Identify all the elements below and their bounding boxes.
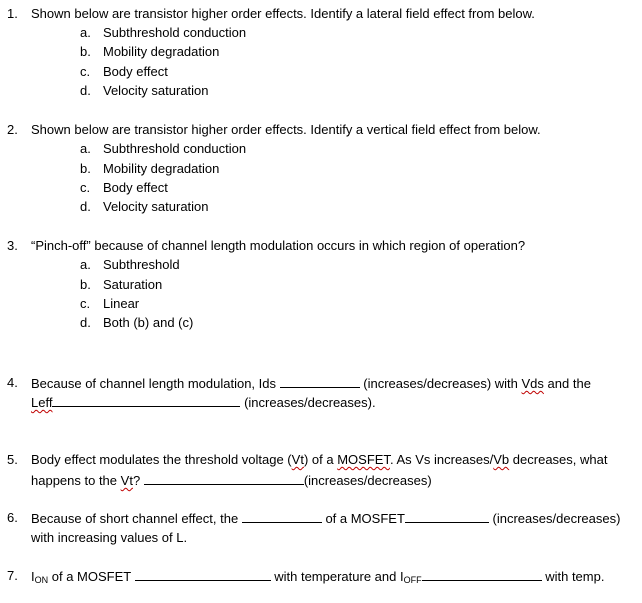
option-letter: a. [80, 25, 91, 40]
option-text: Both (b) and (c) [103, 315, 194, 330]
answer-blank[interactable] [144, 472, 304, 485]
option-text: Saturation [103, 277, 163, 292]
option-text: Mobility degradation [103, 161, 220, 176]
question-line-1 [31, 510, 620, 527]
question-text: Vds [521, 376, 544, 391]
question-text: Leff [31, 395, 53, 410]
question-text: “Pinch-off” because of channel length modulation occurs in which region of operation? [31, 238, 526, 253]
question-number: 5. [7, 452, 18, 467]
answer-blank[interactable] [405, 510, 489, 523]
answer-blank[interactable] [280, 375, 360, 388]
question-text: of a MOSFET [325, 511, 405, 526]
answer-blank[interactable] [52, 394, 240, 407]
question-line-1 [31, 452, 607, 468]
question-text: Vt [291, 452, 304, 467]
option-letter: b. [80, 277, 91, 292]
option-letter: c. [80, 296, 91, 311]
question-line-1 [31, 375, 591, 392]
question-text: Vb [493, 452, 510, 467]
question-text: (increases/decreases). [244, 395, 376, 410]
option-letter: a. [80, 257, 91, 272]
question-text: with increasing values of L. [31, 530, 188, 545]
option-text: Linear [103, 296, 140, 311]
option-text: Subthreshold conduction [103, 25, 247, 40]
question-text: Vt [120, 473, 133, 488]
option-text: Body effect [103, 180, 168, 195]
question-line-1 [31, 568, 604, 588]
question-number: 2. [7, 122, 18, 137]
question-text: Because of channel length modulation, Ids [31, 376, 277, 391]
option-letter: d. [80, 315, 91, 330]
question-text: (increases/decreases) with [363, 376, 518, 391]
subscript: ON [34, 575, 49, 585]
question-text: Body effect modulates the threshold voltage ( [31, 452, 292, 467]
option-letter: c. [80, 64, 91, 79]
option-text: Mobility degradation [103, 44, 220, 59]
question-text: MOSFET [337, 452, 390, 467]
question-text: Because of short channel effect, the [31, 511, 239, 526]
subscript: OFF [403, 575, 422, 585]
option-text: Body effect [103, 64, 168, 79]
question-number: 1. [7, 6, 18, 21]
question-line-2 [31, 472, 432, 489]
question-text: ) of a [303, 452, 334, 467]
answer-blank[interactable] [422, 568, 542, 581]
question-text: . As Vs increases/ [389, 452, 494, 467]
question-text: (increases/decreases) [303, 473, 432, 488]
question-text: I [31, 569, 35, 584]
option-letter: c. [80, 180, 91, 195]
question-text: with temperature and I [274, 569, 404, 584]
option-text: Subthreshold [103, 257, 180, 272]
question-text: decreases, what [512, 452, 608, 467]
option-letter: b. [80, 161, 91, 176]
option-letter: a. [80, 141, 91, 156]
option-letter: b. [80, 44, 91, 59]
option-text: Velocity saturation [103, 199, 209, 214]
question-text: with temp. [545, 569, 605, 584]
answer-blank[interactable] [135, 568, 271, 581]
answer-blank[interactable] [242, 510, 322, 523]
question-text: and the [547, 376, 591, 391]
question-text: ? [132, 473, 141, 488]
question-number: 7. [7, 568, 18, 583]
question-number: 6. [7, 510, 18, 525]
question-text: (increases/decreases) [492, 511, 621, 526]
question-text: Shown below are transistor higher order effects. Identify a vertical field effect from below. [31, 122, 541, 137]
question-text: Shown below are transistor higher order effects. Identify a lateral field effect from below. [31, 6, 535, 21]
option-text: Velocity saturation [103, 83, 209, 98]
option-letter: d. [80, 199, 91, 214]
option-text: Subthreshold conduction [103, 141, 247, 156]
question-line-2 [31, 394, 376, 411]
option-letter: d. [80, 83, 91, 98]
question-number: 4. [7, 375, 18, 390]
question-text: of a MOSFET [51, 569, 131, 584]
question-number: 3. [7, 238, 18, 253]
question-text: happens to the [31, 473, 118, 488]
